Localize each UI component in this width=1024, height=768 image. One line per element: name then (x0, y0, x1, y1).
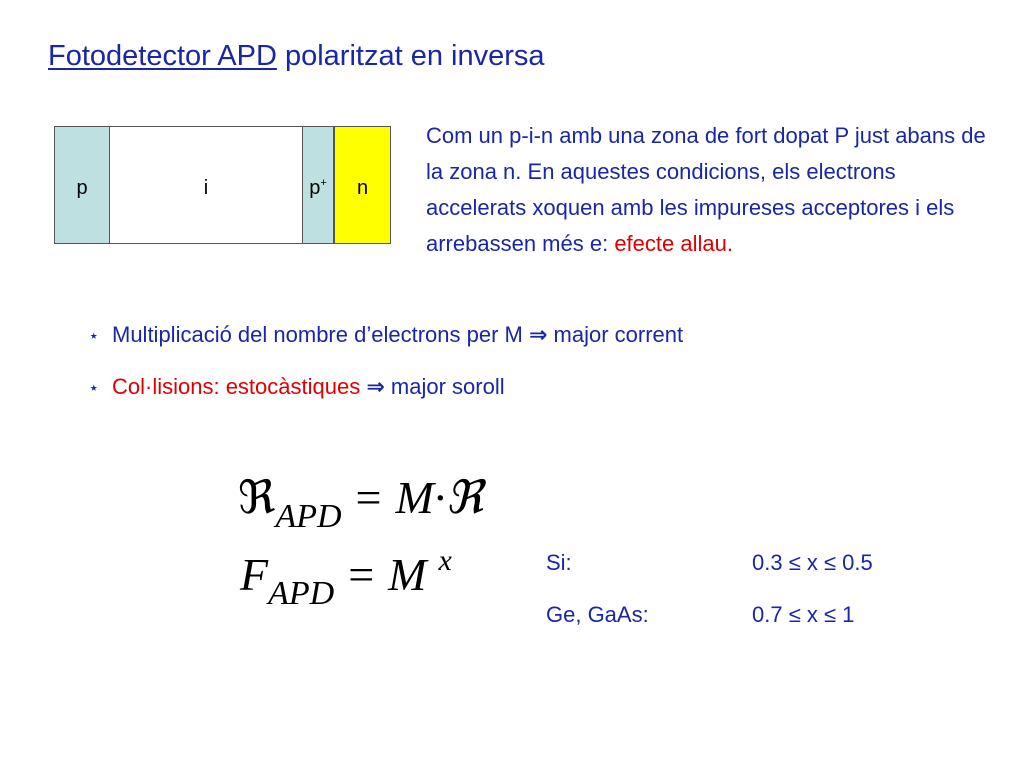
arrow-icon: ⇒ (528, 322, 548, 347)
eq2-superscript: x (438, 544, 452, 577)
title-rest: polaritzat en inversa (276, 40, 545, 72)
region-i: i (110, 126, 303, 244)
region-p: p (54, 126, 110, 244)
eq2-operator: = (348, 549, 375, 600)
bullet-collisions (90, 374, 505, 400)
material-range: 0.3 ≤ x ≤ 0.5 (752, 550, 873, 575)
region-p-plus: p + (302, 126, 334, 244)
slide-title (48, 40, 545, 73)
eq1-lhs: ℜ (238, 470, 276, 524)
title-underlined: Fotodetector APD (48, 40, 277, 72)
eq1-rhs: M·ℜ (395, 472, 483, 523)
bullet-tail: major soroll (384, 374, 505, 399)
material-range: 0.7 ≤ x ≤ 1 (752, 602, 855, 627)
arrow-icon: ⇒ (366, 374, 385, 399)
bullet-text: Multiplicació del nombre d’electrons per M (112, 322, 529, 347)
bullet-multiplication (90, 322, 683, 348)
equation-responsivity (238, 470, 483, 535)
bullet-icon: ⭑ (90, 379, 98, 395)
equation-noise-factor (240, 544, 452, 612)
eq2-lhs: F (240, 549, 269, 600)
eq1-subscript: APD (275, 498, 342, 535)
eq2-rhs: M (388, 549, 427, 600)
bullet-icon: ⭑ (90, 327, 98, 343)
description (426, 118, 986, 262)
material-name: Si: (546, 550, 572, 575)
description-text: Com un p-i-n amb una zona de fort dopat P just abans de la zona n. En aquestes condicions, els electrons accelerats xoquen amb les impureses acceptores i els arrebassen més e: (426, 123, 986, 256)
region-n: n (334, 126, 391, 244)
eq2-subscript: APD (268, 575, 335, 612)
material-name: Ge, GaAs: (546, 602, 649, 627)
eq1-operator: = (355, 472, 382, 523)
description-highlight: efecte allau. (614, 231, 733, 256)
bullet-tail: major corrent (547, 322, 684, 347)
bullet-text: Col·lisions: estocàstiques (112, 374, 367, 399)
